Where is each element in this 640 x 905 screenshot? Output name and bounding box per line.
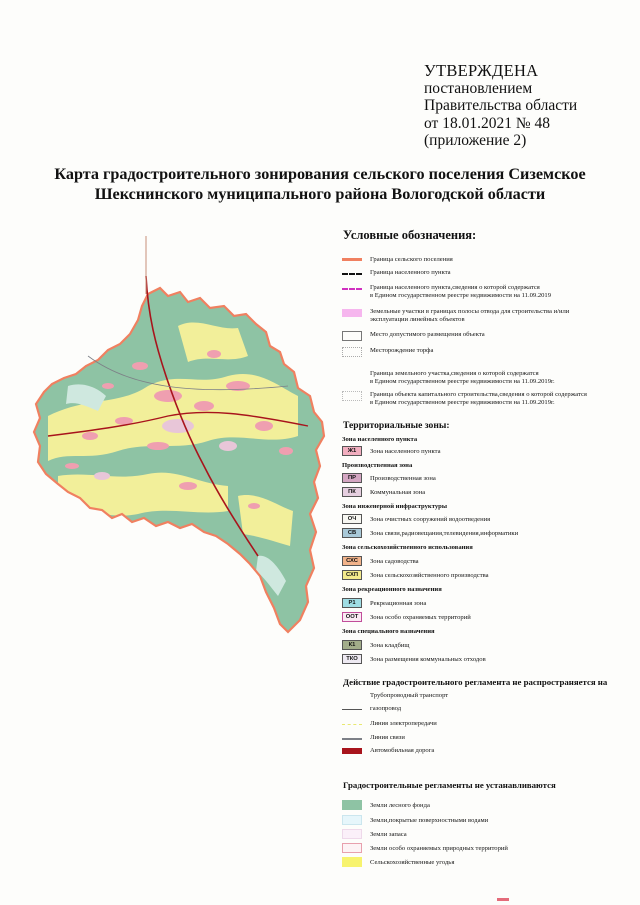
group-recreation: Зона рекреационного назначения bbox=[342, 586, 442, 593]
zone-code-pk: ПК bbox=[342, 487, 362, 497]
zone-label: Зона особо охраняемых территорий bbox=[370, 614, 471, 621]
approval-line-4: от 18.01.2021 № 48 bbox=[424, 114, 550, 132]
allowed-place-symbol bbox=[342, 331, 362, 341]
zone-code-oot: ООТ bbox=[342, 612, 362, 622]
reglament-label: Линия связи bbox=[370, 734, 405, 741]
legend-label bbox=[370, 284, 551, 299]
zone-code-tko: ТКО bbox=[342, 654, 362, 664]
protected-symbol bbox=[342, 843, 362, 853]
legend-label-line-2: в Едином государственном реестре недвижимости на 11.09.2019 bbox=[370, 291, 552, 299]
gas-pipeline-symbol bbox=[342, 709, 362, 710]
zone-code-shp: СХП bbox=[342, 570, 362, 580]
comm-line-symbol bbox=[342, 738, 362, 740]
legend-label: Месторождение торфа bbox=[370, 347, 434, 354]
group-agricultural: Зона сельскохозяйственного использования bbox=[342, 544, 473, 551]
legend-label: Граница населенного пункта bbox=[370, 269, 451, 276]
legend-label bbox=[370, 308, 569, 323]
zone-code-sv: СВ bbox=[342, 528, 362, 538]
reglament-label: газопровод bbox=[370, 705, 402, 712]
legend-label-line-1: Граница населенного пункта,сведения о которой содержатся bbox=[370, 284, 540, 291]
noreg-title: Градостроительные регламенты не устанавливаются bbox=[343, 780, 556, 790]
egrn-locality-border-symbol bbox=[342, 288, 362, 290]
water-symbol bbox=[342, 815, 362, 825]
zone-label: Зона населенного пункта bbox=[370, 448, 441, 455]
approval-line-3: Правительства области bbox=[424, 97, 578, 114]
locality-border-symbol bbox=[342, 273, 362, 275]
zone-label: Рекреационная зона bbox=[370, 600, 427, 607]
right-of-way-symbol bbox=[342, 309, 362, 317]
legend-label-line-1: Граница земельного участка,сведения о которой содержатся bbox=[370, 370, 539, 377]
zoning-map[interactable] bbox=[28, 236, 328, 636]
group-production: Производственная зона bbox=[342, 462, 413, 469]
legend-title: Условные обозначения: bbox=[343, 228, 477, 242]
approval-line-2: постановлением bbox=[424, 79, 533, 97]
zone-label: Коммунальная зона bbox=[370, 489, 426, 496]
map-title-line-1: Карта градостроительного зонирования сельского поселения Сиземское bbox=[54, 165, 586, 183]
territory-fill bbox=[28, 236, 328, 636]
noreg-label: Сельскохозяйственные угодья bbox=[370, 859, 455, 866]
zones-title: Территориальные зоны: bbox=[343, 420, 450, 431]
settlement-border-symbol bbox=[342, 258, 362, 261]
approval-line-1: УТВЕРЖДЕНА bbox=[424, 61, 539, 80]
group-engineering: Зона инженерной инфраструктуры bbox=[342, 503, 447, 510]
legend-label bbox=[370, 370, 555, 385]
reglament-title: Действие градостроительного регламента не распространяется на bbox=[343, 677, 608, 687]
zone-label: Зона кладбищ bbox=[370, 642, 410, 649]
reglament-label: Линия электропередачи bbox=[370, 720, 437, 727]
zone-code-och: ОЧ bbox=[342, 514, 362, 524]
legend-label: Место допустимого размещения объекта bbox=[370, 331, 485, 338]
zone-label: Производственная зона bbox=[370, 475, 436, 482]
footer-mark bbox=[497, 898, 509, 901]
noreg-label: Земли лесного фонда bbox=[370, 802, 430, 809]
zone-code-zh1: Ж1 bbox=[342, 446, 362, 456]
noreg-label: Земли запаса bbox=[370, 831, 407, 838]
zone-code-pr: ПР bbox=[342, 473, 362, 483]
legend-label bbox=[370, 391, 587, 406]
peat-deposit-symbol bbox=[342, 347, 362, 357]
legend-label-line-1: Граница объекта капитального строительства,сведения о которой содержатся bbox=[370, 391, 587, 398]
zone-code-r1: Р1 bbox=[342, 598, 362, 608]
zone-label: Зона связи,радиовещания,телевидения,информатики bbox=[370, 530, 519, 537]
zone-label: Зона садоводства bbox=[370, 558, 419, 565]
building-boundary-symbol bbox=[342, 391, 362, 401]
road-symbol bbox=[342, 748, 362, 754]
map-title bbox=[40, 164, 600, 204]
noreg-label: Земли,покрытые поверхностными водами bbox=[370, 817, 489, 824]
reglament-label: Автомобильная дорога bbox=[370, 747, 435, 754]
agri-symbol bbox=[342, 857, 362, 867]
legend-label-line-2: в Едином государственном реестре недвижимости на 11.09.2019г. bbox=[370, 398, 555, 406]
map-title-line-2: Шекснинского муниципального района Вологодской области bbox=[94, 185, 546, 203]
zone-code-shs: СХС bbox=[342, 556, 362, 566]
forest-symbol bbox=[342, 800, 362, 810]
reserve-symbol bbox=[342, 829, 362, 839]
legend-label: Граница сельского поселения bbox=[370, 256, 453, 263]
group-special: Зона специального назначения bbox=[342, 628, 435, 635]
legend-label-line-2: эксплуатации линейных объектов bbox=[370, 315, 465, 323]
group-settlement: Зона населенного пункта bbox=[342, 436, 418, 443]
power-line-symbol bbox=[342, 724, 362, 725]
noreg-label: Земли особо охраняемых природных территорий bbox=[370, 845, 508, 852]
approval-stamp bbox=[424, 62, 624, 150]
zone-label: Зона сельскохозяйственного производства bbox=[370, 572, 489, 579]
legend-label-line-2: в Едином государственном реестре недвижимости на 11.09.2019г. bbox=[370, 377, 555, 385]
reglament-label: Трубопроводный транспорт bbox=[370, 692, 449, 699]
zone-label: Зона размещения коммунальных отходов bbox=[370, 656, 486, 663]
legend-label-line-1: Земельные участки в границах полосы отвода для строительства и/или bbox=[370, 308, 570, 315]
zone-code-k1: К1 bbox=[342, 640, 362, 650]
approval-line-5: (приложение 2) bbox=[424, 132, 527, 149]
zone-label: Зона очистных сооружений водоотведения bbox=[370, 516, 491, 523]
